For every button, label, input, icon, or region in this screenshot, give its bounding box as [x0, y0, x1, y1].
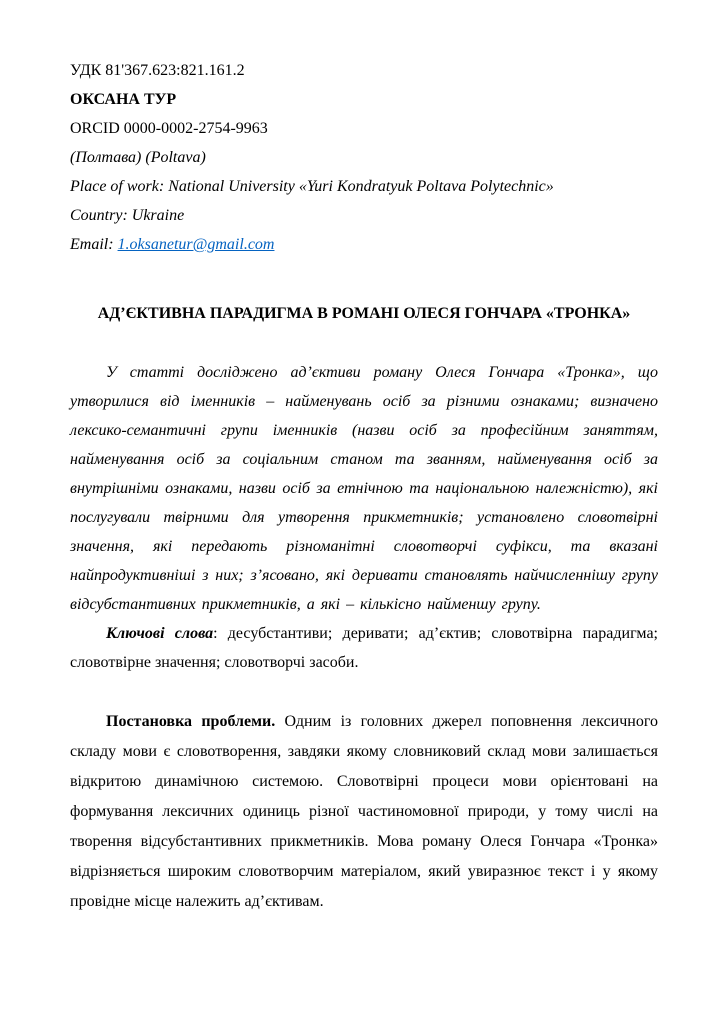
body-text: Одним із головних джерел поповнення лексичного складу мови є словотворення, завдяки якому словниковий склад мови залишається відкритою динамічною системою. Словотвірні процеси мови орієнтовані на формування лексичних одиниць різної частиномовної природи, у тому числі на творення відсубстантивних прикметників. Мова роману Олеся Гончара «Тронка» відрізняється широким словотворчим матеріалом, який увиразнює текст і у якому провідне місце належить ад’єктивам.	[70, 713, 659, 910]
article-title: АД’ЄКТИВНА ПАРАДИГМА В РОМАНІ ОЛЕСЯ ГОНЧАРА «ТРОНКА»	[97, 305, 631, 322]
author-country: Country: Ukraine	[70, 207, 185, 224]
email-label: Email:	[70, 236, 118, 253]
abstract-paragraph: У статті досліджено ад’єктиви роману Олеся Гончара «Тронка», що утворилися від іменників – найменувань осіб за різними ознаками; визначено лексико-семантичні групи іменників (назви осіб за професійним заняттям, найменування осіб за соціальним станом та званням, найменування осіб за внутрішніми ознаками, назви осіб за етнічною та національною належністю), які послугували твірними для утворення прикметників; установлено словотвірні значення, які передають різноманітні словотворчі суфікси, та вказані найпродуктивніші з них; з’ясовано, які деривати становлять найчисленнішу групу відсубстантивних прикметників, а які – кількісно найменшу групу.	[70, 364, 658, 613]
udc-code: УДК 81'367.623:821.161.2	[70, 62, 245, 79]
orcid: ORCID 0000-0002-2754-9963	[70, 120, 268, 137]
keywords-text: : десубстантиви; деривати; ад’єктив; словотвірна парадигма; словотвірне значення; словотворчі засоби.	[70, 625, 658, 671]
keywords-paragraph	[70, 619, 658, 677]
article-header	[70, 56, 658, 259]
body-paragraph	[70, 707, 658, 917]
author-name: ОКСАНА ТУР	[70, 91, 177, 108]
author-workplace: Place of work: National University «Yuri Kondratyuk Poltava Polytechnic»	[70, 178, 554, 195]
keywords-label: Ключові слова	[106, 625, 214, 642]
email-line	[70, 230, 658, 259]
author-location: (Полтава) (Poltava)	[70, 149, 206, 166]
email-link[interactable]: 1.oksanetur@gmail.com	[117, 236, 275, 253]
section-heading: Постановка проблеми.	[106, 713, 276, 730]
